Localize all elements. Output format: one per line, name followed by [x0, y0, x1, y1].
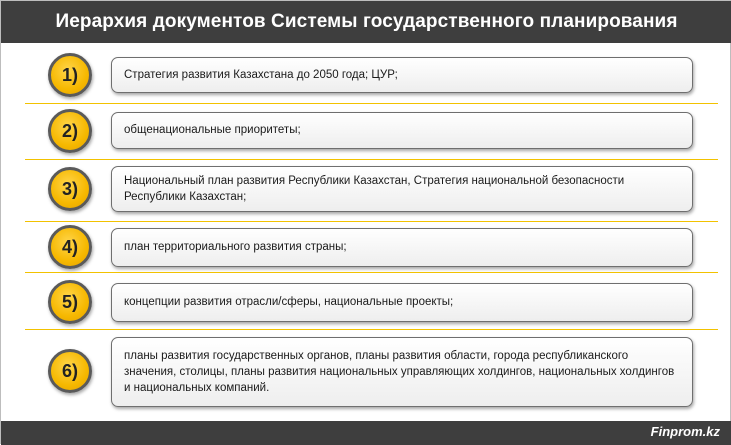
brand-watermark: Finprom.kz: [650, 424, 720, 439]
hierarchy-row-6: [5, 330, 728, 421]
level-badge-5: [48, 280, 92, 324]
level-badge-3: [48, 167, 92, 211]
level-badge-2: [48, 109, 92, 153]
level-badge-1: [48, 53, 92, 97]
page-title-bar: [1, 1, 731, 43]
hierarchy-row-3: [5, 160, 728, 221]
level-badge-4: [48, 225, 92, 269]
level-number: 5): [61, 291, 78, 312]
footer-bar: [1, 421, 731, 445]
level-box-1: [111, 57, 693, 93]
level-box-6: [111, 337, 693, 407]
level-number: 1): [61, 64, 78, 85]
level-number: 4): [61, 236, 78, 257]
level-number: 6): [61, 360, 78, 381]
hierarchy-panel: [5, 43, 728, 421]
level-text: Национальный план развития Республики Казахстан, Стратегия национальной безопасности Республики Казахстан;: [124, 174, 625, 203]
level-number: 2): [61, 120, 78, 141]
level-text: Стратегия развития Казахстана до 2050 года; ЦУР;: [124, 68, 398, 81]
level-text: общенациональные приоритеты;: [124, 124, 301, 137]
hierarchy-row-2: [5, 104, 728, 159]
hierarchy-row-5: [5, 273, 728, 329]
level-text: планы развития государственных органов, планы развития области, города республиканского значения, столицы, планы развития национальных управляющих холдингов, национальных холдингов и национальных компаний.: [124, 349, 675, 395]
hierarchy-row-1: [5, 43, 728, 103]
level-box-2: [111, 112, 693, 149]
hierarchy-row-4: [5, 222, 728, 272]
level-box-5: [111, 283, 693, 322]
level-text: концепции развития отрасли/сферы, национальные проекты;: [124, 296, 454, 309]
level-badge-6: [48, 349, 92, 393]
level-text: план территориального развития страны;: [124, 241, 347, 254]
level-box-3: [111, 166, 693, 212]
level-box-4: [111, 228, 693, 267]
level-number: 3): [61, 178, 78, 199]
page-title: Иерархия документов Системы государственного планирования: [55, 11, 678, 32]
